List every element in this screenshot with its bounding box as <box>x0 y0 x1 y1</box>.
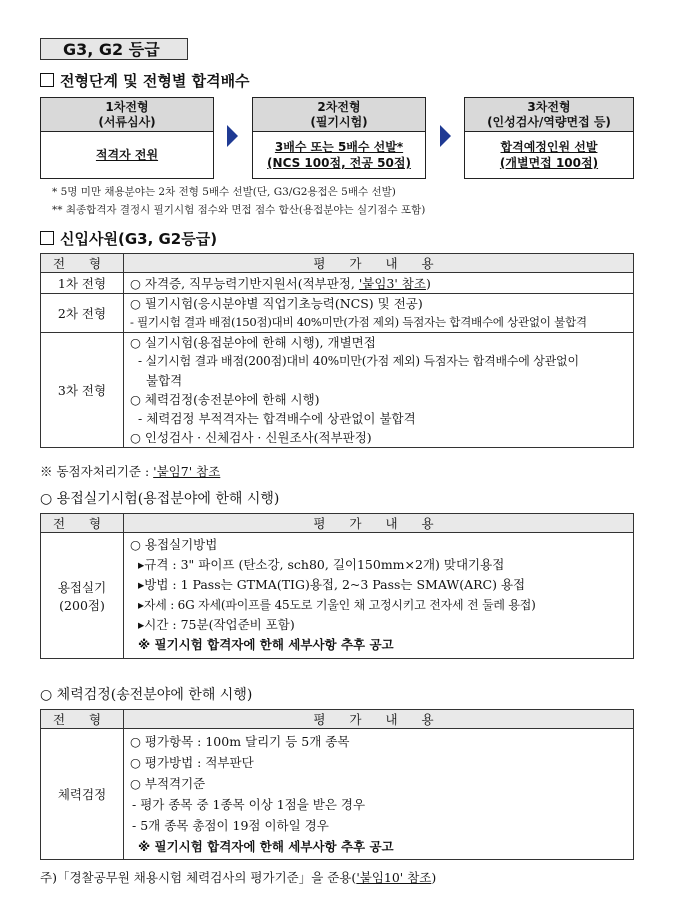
section2-heading <box>40 228 217 249</box>
stage-2-body2: (NCS 100점, 전공 50점) <box>267 156 411 170</box>
fitness-line6: ※ 필기시험 합격자에 한해 세부사항 추후 공고 <box>138 839 394 854</box>
stage-2-head1: 2차전형 <box>317 100 361 114</box>
stage-1-head2: (서류심사) <box>98 115 156 129</box>
col-header-stage: 전 형 <box>41 710 124 729</box>
fitness-line3: ○ 부적격기준 <box>130 776 206 791</box>
stage-3-head2: (인성검사/역량면접 등) <box>487 115 611 129</box>
stage-3-head1: 3차전형 <box>527 100 571 114</box>
row2-line1: ○ 필기시험(응시분야별 직업기초능력(NCS) 및 전공) <box>130 296 423 311</box>
arrow-right-icon <box>440 125 451 147</box>
attachment7-link[interactable]: '붙임7' 참조 <box>153 464 221 479</box>
attachment3-link[interactable]: '붙임3' 참조 <box>358 275 426 291</box>
stage-2-head2: (필기시험) <box>310 115 368 129</box>
col-header-content: 평 가 내 용 <box>124 254 634 273</box>
stage-3-body2: (개별면접 100점) <box>499 156 599 170</box>
stage-1-box <box>40 97 214 179</box>
note-1: * 5명 미만 채용분야는 2차 전형 5배수 선발(단, G3/G2용접은 5배수 선발) <box>52 186 396 198</box>
fitness-line5: - 5개 종목 총점이 19점 이하일 경우 <box>132 818 329 833</box>
welding-line5: ▸시간 : 75분(작업준비 포함) <box>138 617 295 632</box>
col-header-content: 평 가 내 용 <box>124 710 634 729</box>
welding-line2: ▸규격 : 3" 파이프 (탄소강, sch80, 길이150mm×2개) 맞대기용접 <box>138 557 505 572</box>
note-2: ** 최종합격자 결정시 필기시험 점수와 면접 점수 합산(용접분야는 실기점수 포함) <box>52 204 426 216</box>
welding-table <box>40 513 634 659</box>
stage-2-box <box>252 97 426 179</box>
col-header-stage: 전 형 <box>41 254 124 273</box>
row1-close: ) <box>425 275 431 291</box>
fitness-line4: - 평가 종목 중 1종목 이상 1점을 받은 경우 <box>132 797 366 812</box>
stage-1-head1: 1차전형 <box>105 100 149 114</box>
recruit-table <box>40 253 634 448</box>
row3-line1: ○ 실기시험(용접분야에 한해 시행), 개별면접 <box>130 335 376 350</box>
section3-title: ○ 용접실기시험(용접분야에 한해 시행) <box>40 491 280 507</box>
stage-2-body1: 3배수 또는 5배수 선발* <box>274 140 404 154</box>
stage-1-body1: 적격자 전원 <box>95 148 159 162</box>
row-label-2: 2차 전형 <box>41 294 124 333</box>
police-standard-note <box>40 868 436 886</box>
fitness-table <box>40 709 634 860</box>
welding-label <box>41 533 124 659</box>
section1-heading <box>40 70 250 91</box>
welding-label-1: 용접실기 <box>57 579 107 595</box>
section4-title: ○ 체력검정(송전분야에 한해 시행) <box>40 687 253 703</box>
welding-line4: ▸자세 : 6G 자세(파이프를 45도로 기울인 채 고정시키고 전자세 전 둘레 용접) <box>138 598 536 612</box>
row-label-1: 1차 전형 <box>41 273 124 294</box>
welding-line1: ○ 용접실기방법 <box>130 537 218 552</box>
col-header-content: 평 가 내 용 <box>124 514 634 533</box>
row3-line2: - 실기시험 결과 배점(200점)대비 40%미만(가점 제외) 득점자는 합격배수에 상관없이 <box>138 354 579 368</box>
row3-line3: 불합격 <box>146 373 183 388</box>
row3-line6: ○ 인성검사 · 신체검사 · 신원조사(적부판정) <box>130 430 372 445</box>
police-note-prefix: 주)「경찰공무원 채용시험 체력검사의 평가기준」을 준용( <box>40 870 357 885</box>
stage-3-box <box>464 97 634 179</box>
row2-line2: - 필기시험 결과 배점(150점)대비 40%미만(가점 제외) 득점자는 합격배수에 상관없이 불합격 <box>130 315 587 329</box>
tie-rule-prefix: ※ 동점자처리기준 : <box>40 464 154 479</box>
row3-line4: ○ 체력검정(송전분야에 한해 시행) <box>130 392 320 407</box>
grade-title: G3, G2 등급 <box>40 38 188 60</box>
fitness-line2: ○ 평가방법 : 적부판단 <box>130 755 254 770</box>
row3-line5: - 체력검정 부적격자는 합격배수에 상관없이 불합격 <box>138 411 416 426</box>
welding-line3: ▸방법 : 1 Pass는 GTMA(TIG)용접, 2~3 Pass는 SMAW(ARC) 용접 <box>138 577 526 592</box>
tie-rule-note <box>40 462 220 480</box>
col-header-stage: 전 형 <box>41 514 124 533</box>
section2-title: 신입사원(G3, G2등급) <box>60 230 218 248</box>
checkbox-square-icon <box>40 73 54 87</box>
attachment10-link[interactable]: '붙임10' 참조 <box>356 870 432 885</box>
welding-label-2: (200점) <box>59 597 105 613</box>
stage-3-body1: 합격예정인원 선발 <box>500 140 598 154</box>
row1-line <box>130 274 627 293</box>
row1-text: ○ 자격증, 직무능력기반지원서(적부판정, <box>130 275 359 291</box>
fitness-label: 체력검정 <box>41 729 124 860</box>
row-label-3: 3차 전형 <box>41 333 124 448</box>
section1-title: 전형단계 및 전형별 합격배수 <box>60 72 250 90</box>
welding-line6: ※ 필기시험 합격자에 한해 세부사항 추후 공고 <box>138 637 394 652</box>
police-note-suffix: ) <box>431 870 437 885</box>
checkbox-square-icon <box>40 231 54 245</box>
fitness-line1: ○ 평가항목 : 100m 달리기 등 5개 종목 <box>130 734 350 749</box>
arrow-right-icon <box>227 125 238 147</box>
